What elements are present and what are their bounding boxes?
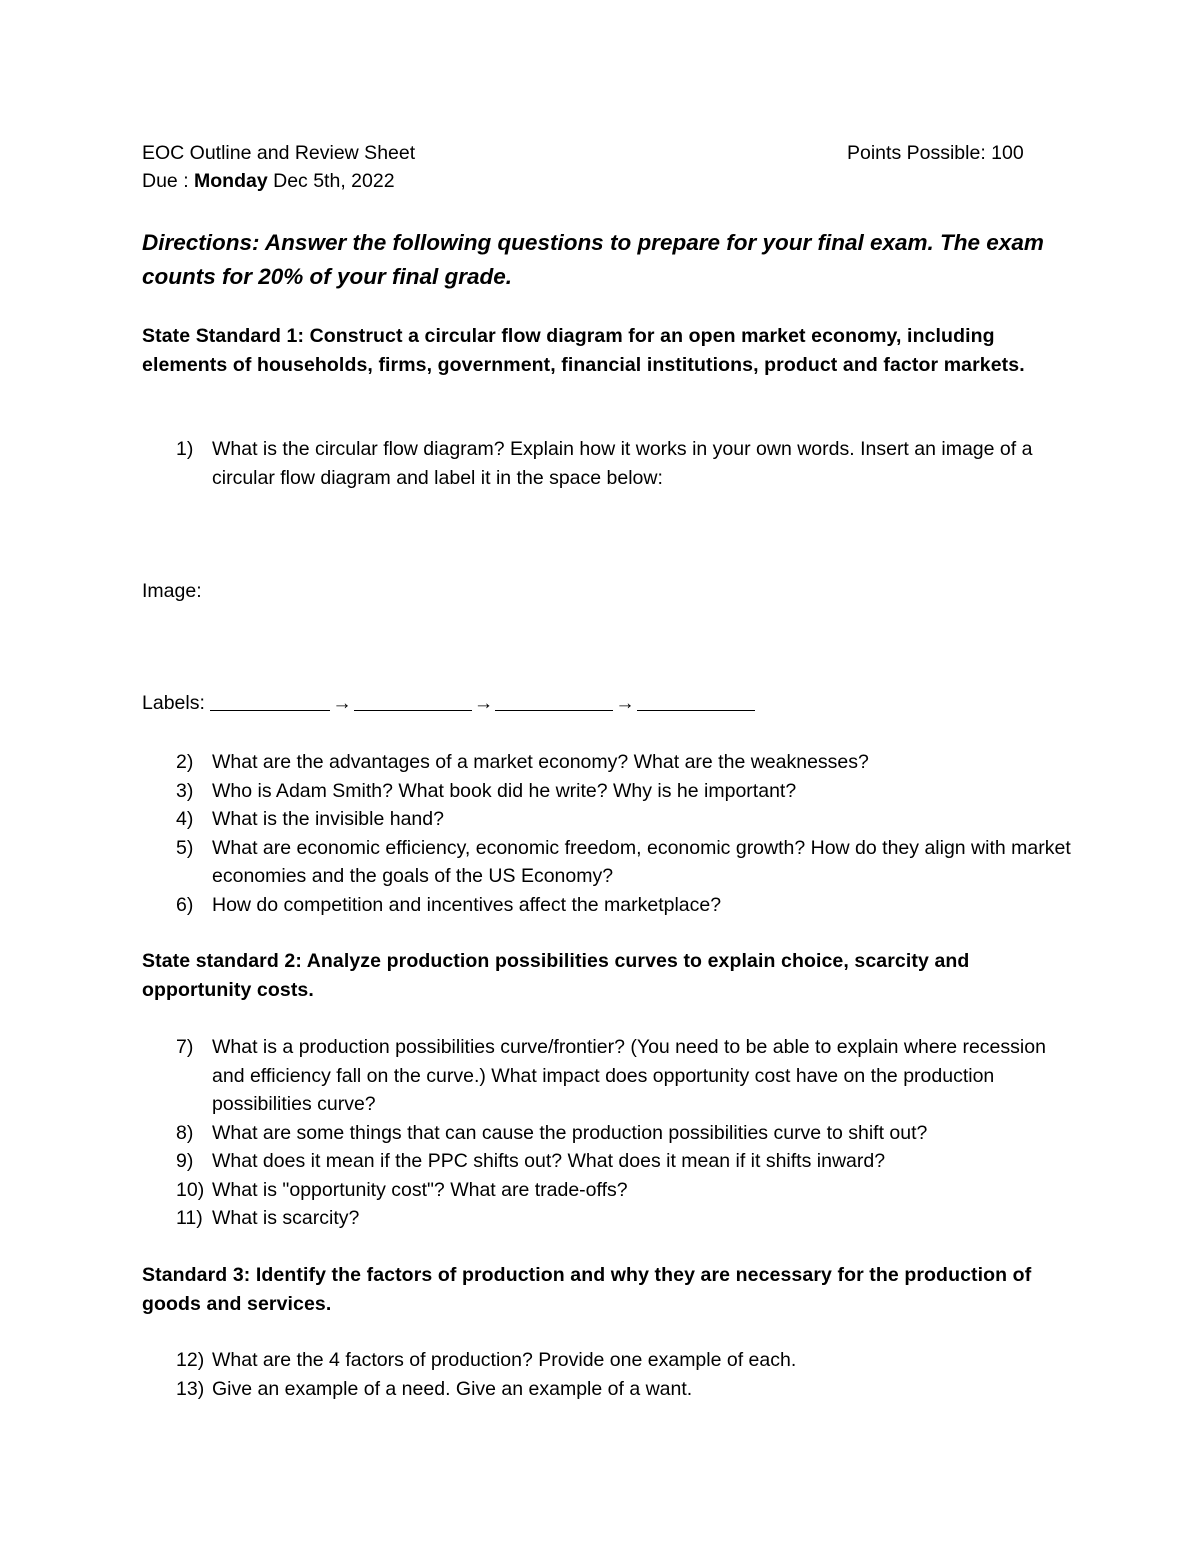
question-text: What is a production possibilities curve/frontier? (You need to be able to explain where recession and efficiency fall on the curve.) What impact does opportunity cost have on the production possibilities curve? — [212, 1036, 1046, 1115]
question-7 — [142, 1033, 1072, 1119]
question-number: 4) — [176, 808, 194, 830]
question-11 — [142, 1204, 1072, 1233]
due-day: Monday — [194, 170, 268, 192]
label-blank-1[interactable] — [210, 690, 330, 711]
question-text: What are the advantages of a market economy? What are the weaknesses? — [212, 751, 869, 773]
question-text: What is scarcity? — [212, 1207, 360, 1229]
question-2 — [142, 748, 1072, 777]
arrow-icon: → — [615, 692, 635, 714]
arrow-icon: → — [473, 692, 494, 714]
label-blank-2[interactable] — [354, 690, 472, 711]
question-4 — [142, 805, 1072, 834]
question-number: 13) — [176, 1377, 205, 1400]
labels-line — [142, 690, 755, 715]
standard-2-questions — [142, 1033, 1072, 1233]
directions: Directions: Answer the following questions to prepare for your final exam. The exam counts for 20% of your final grade. — [142, 230, 1044, 289]
standard-1-heading: State Standard 1: Construct a circular flow diagram for an open market economy, including elements of households, firms, government, financial institutions, product and factor markets. — [142, 325, 1025, 376]
due-date: Dec 5th, 2022 — [267, 170, 395, 192]
image-label: Image: — [142, 580, 202, 602]
question-5 — [142, 834, 1072, 891]
question-text: Who is Adam Smith? What book did he write? Why is he important? — [212, 779, 797, 802]
question-text: What are some things that can cause the production possibilities curve to shift out? — [212, 1121, 928, 1144]
question-6 — [142, 891, 1072, 920]
labels-label: Labels: — [142, 692, 211, 714]
question-text: What does it mean if the PPC shifts out? What does it mean if it shifts inward? — [212, 1150, 886, 1172]
question-number: 1) — [176, 438, 194, 460]
question-number: 10) — [176, 1178, 205, 1201]
due-date-line — [142, 170, 395, 193]
question-13 — [142, 1375, 1072, 1404]
question-text: What are the 4 factors of production? Provide one example of each. — [212, 1349, 797, 1371]
question-12 — [142, 1346, 1072, 1375]
question-1 — [142, 435, 1072, 492]
question-number: 9) — [176, 1150, 194, 1172]
question-9 — [142, 1147, 1072, 1176]
question-text: How do competition and incentives affect the marketplace? — [212, 893, 722, 916]
question-text: What are economic efficiency, economic freedom, economic growth? How do they align with market economies and the goals of the US Economy? — [212, 836, 1071, 887]
standard-1-questions — [142, 748, 1072, 919]
question-text: What is the circular flow diagram? Explain how it works in your own words. Insert an image of a circular flow diagram and label it in the space below: — [212, 438, 1033, 489]
question-number: 12) — [176, 1349, 205, 1371]
standard-3-questions — [142, 1346, 1072, 1403]
question-number: 8) — [176, 1121, 194, 1144]
points-possible: Points Possible: 100 — [847, 142, 1024, 164]
standard-2-heading: State standard 2: Analyze production possibilities curves to explain choice, scarcity and opportunity costs. — [142, 950, 970, 1001]
label-blank-4[interactable] — [637, 690, 755, 711]
question-text: What is "opportunity cost"? What are trade-offs? — [212, 1178, 628, 1201]
question-number: 6) — [176, 893, 194, 916]
standard-3-heading: Standard 3: Identify the factors of production and why they are necessary for the production of goods and services. — [142, 1264, 1032, 1315]
due-prefix: Due : — [142, 170, 195, 192]
question-3 — [142, 777, 1072, 806]
question-text: What is the invisible hand? — [212, 808, 444, 830]
document-title: EOC Outline and Review Sheet — [142, 142, 416, 164]
question-number: 3) — [176, 779, 194, 802]
question-10 — [142, 1176, 1072, 1205]
question-number: 7) — [176, 1036, 194, 1058]
label-blank-3[interactable] — [495, 690, 613, 711]
question-number: 2) — [176, 751, 194, 773]
question-text: Give an example of a need. Give an example of a want. — [212, 1377, 693, 1400]
question-number: 11) — [176, 1207, 203, 1229]
question-number: 5) — [176, 836, 194, 859]
arrow-icon: → — [332, 692, 352, 714]
question-8 — [142, 1119, 1072, 1148]
